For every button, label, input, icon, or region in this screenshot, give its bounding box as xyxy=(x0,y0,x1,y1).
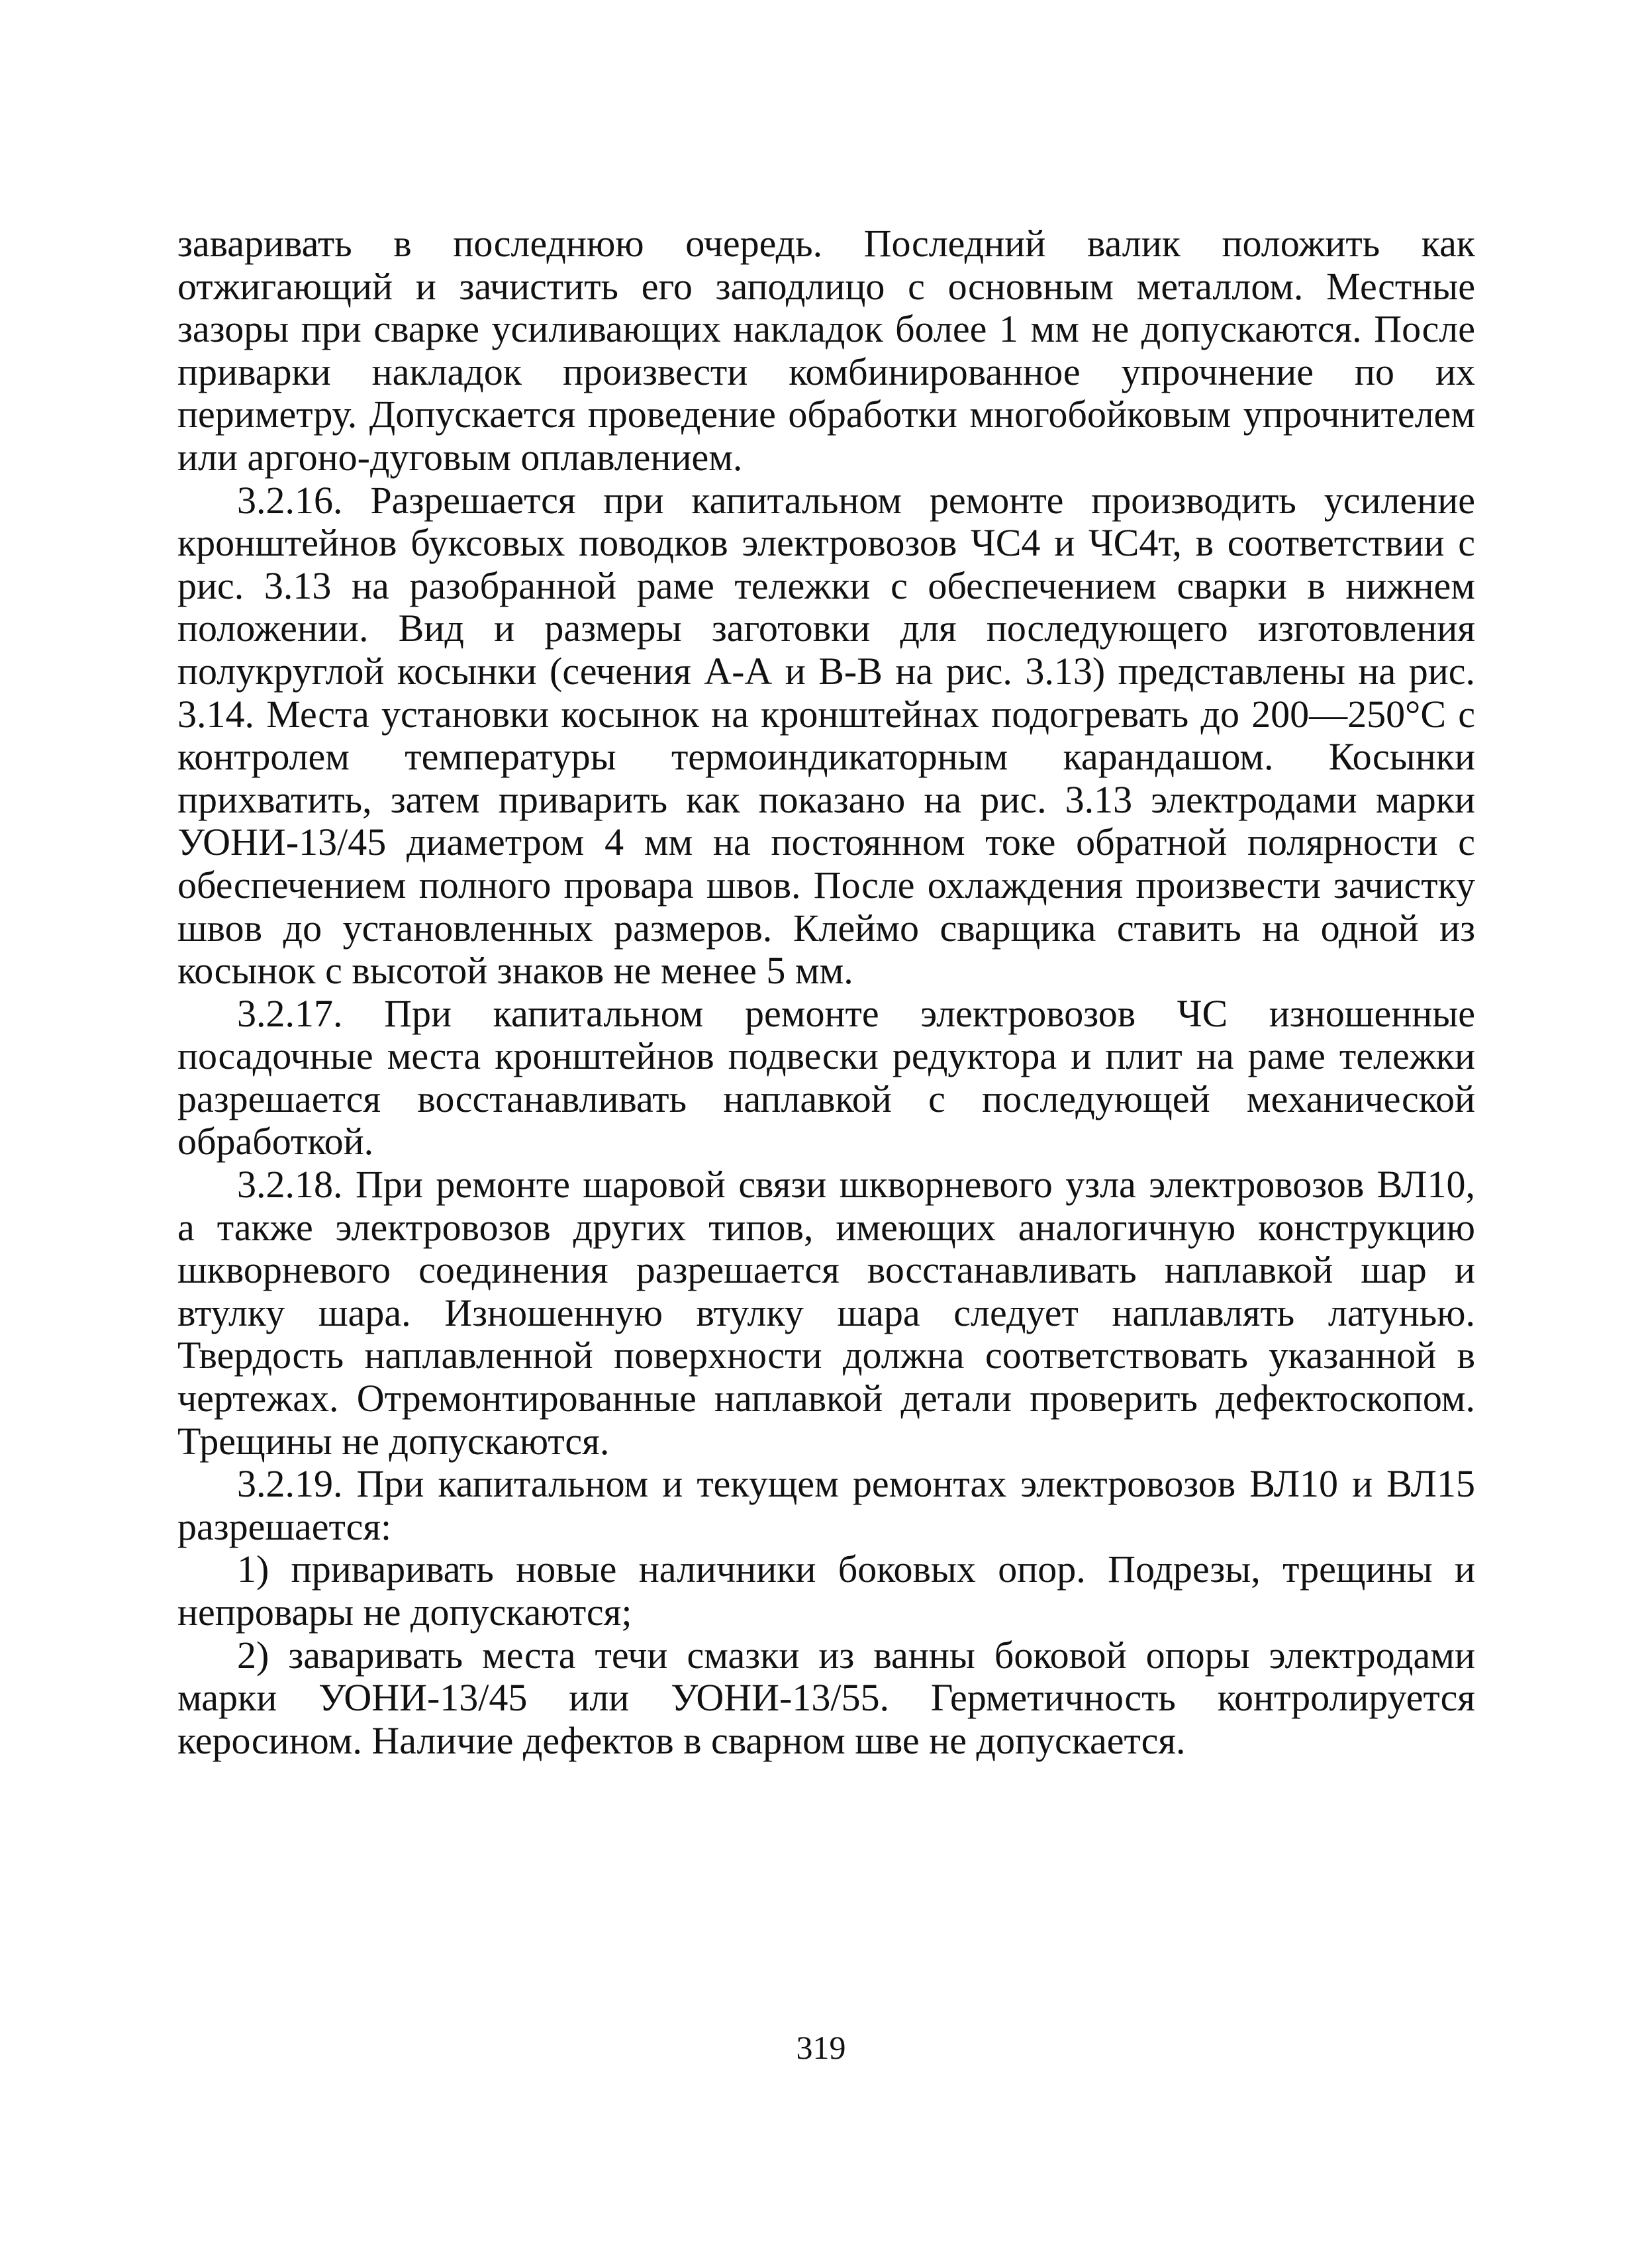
paragraph-3-2-16: 3.2.16. Разрешается при капитальном ремонте производить усиление кронштейнов буксовых поводков электровозов ЧС4 и ЧС4т, в соответствии с рис. 3.13 на разобранной раме тележки с обеспечением сварки в нижнем положении. Вид и размеры заготовки для последующего изготовления полукруглой косынки (сечения А-А и В-В на рис. 3.13) представлены на рис. 3.14. Места установки косынок на кронштейнах подогревать до 200—250°С с контролем температуры термоиндикаторным карандашом. Косынки прихватить, затем приварить как показано на рис. 3.13 электродами марки УОНИ-13/45 диаметром 4 мм на постоянном токе обратной полярности с обеспечением полного провара швов. После охлаждения произвести зачистку швов до установленных размеров. Клеймо сварщика ставить на одной из косынок с высотой знаков не менее 5 мм. xyxy=(177,478,1475,993)
paragraph-3-2-19: 3.2.19. При капитальном и текущем ремонтах электровозов ВЛ10 и ВЛ15 разрешается: xyxy=(177,1462,1475,1548)
body-text xyxy=(177,222,1475,1762)
page-number: 319 xyxy=(796,2029,846,2066)
list-item-1: 1) приваривать новые наличники боковых опор. Подрезы, трещины и непровары не допускаются; xyxy=(177,1548,1475,1634)
paragraph-3-2-18: 3.2.18. При ремонте шаровой связи шкворневого узла электровозов ВЛ10, а также электровозов других типов, имеющих аналогичную конструкцию шкворневого соединения разрешается восстанавливать наплавкой шар и втулку шара. Изношенную втулку шара следует наплавлять латунью. Твердость наплавленной поверхности должна соответствовать указанной в чертежах. Отремонтированные наплавкой детали проверить дефектоскопом. Трещины не допускаются. xyxy=(177,1163,1475,1463)
paragraph-3-2-17: 3.2.17. При капитальном ремонте электровозов ЧС изношенные посадочные места кронштейнов подвески редуктора и плит на раме тележки разрешается восстанавливать наплавкой с последующей механической обработкой. xyxy=(177,991,1475,1163)
list-item-2: 2) заваривать места течи смазки из ванны боковой опоры электродами марки УОНИ-13/45 или УОНИ-13/55. Герметичность контролируется керосином. Наличие дефектов в сварном шве не допускается. xyxy=(177,1633,1475,1762)
paragraph-continuation: заваривать в последнюю очередь. Последний валик положить как отжигающий и зачистить его заподлицо с основным металлом. Местные зазоры при сварке усиливающих накладок более 1 мм не допускаются. После приварки накладок произвести комбинированное упрочнение по их периметру. Допускается проведение обработки многобойковым упрочнителем или аргоно-дуговым оплавлением. xyxy=(177,222,1475,479)
